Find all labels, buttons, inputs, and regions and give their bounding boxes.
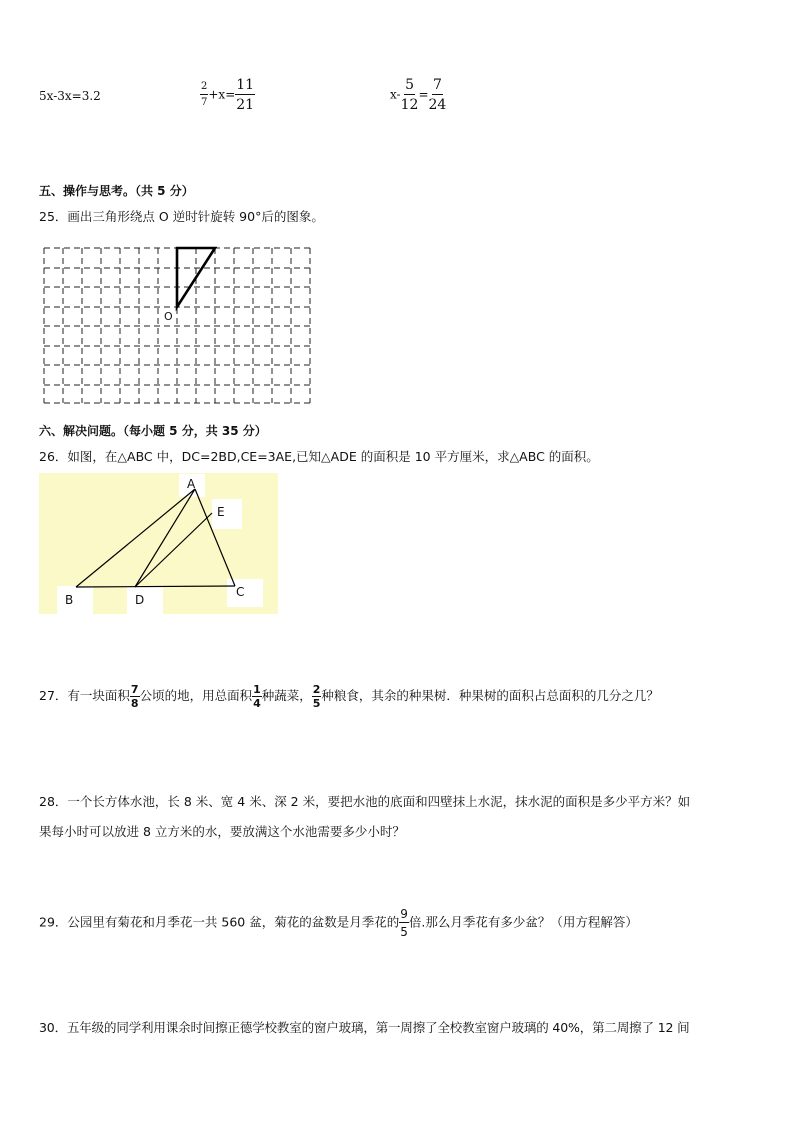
equation-2: $\frac{2}{7}$ +x= $\frac{11}{21}$ [201,77,255,113]
fraction-nine-fifths: $\frac{9}{5}$ [400,907,408,939]
equation-2-fraction: $\frac{2}{7}$ [201,81,208,108]
triangle-abc-figure [39,473,279,615]
question-28-line-1: 28．一个长方体水池，长 8 米、宽 4 米、深 2 米，要把水池的底面和四壁抹上水泥，抹水泥的面积是多少平方米？如 [39,794,691,809]
question-26: 26．如图，在△ABC 中，DC=2BD,CE=3AE,已知△ADE 的面积是 10 平方厘米，求△ABC 的面积。 [39,449,599,464]
point-e-label: E [217,505,225,519]
point-d-label: D [135,593,145,607]
vertex-c-label: C [236,585,245,599]
section-6-heading: 六、解决问题。（每小题 5 分，共 35 分） [39,424,267,438]
section-5-heading: 五、操作与思考。（共 5 分） [39,184,194,198]
label-b-box [57,586,93,614]
fraction-seven-eighths: $\frac{7}{8}$ [130,683,139,710]
fraction-two-fifths: $\frac{2}{5}$ [312,683,321,710]
equation-2-rhs-fraction: $\frac{11}{21}$ [236,77,255,113]
question-27: 27．有一块面积 $\frac{7}{8}$ 公顷的地，用总面积 $\frac{1}{4}$ 种蔬菜， $\frac{2}{5}$ 种粮食，其余的种果树．种果树的面积占总面积的几分之几？ [39,683,659,710]
question-30: 30．五年级的同学利用课余时间擦正德学校教室的窗户玻璃，第一周擦了全校教室窗户玻璃的 40%，第二周擦了 12 间 [39,1020,690,1035]
equation-3-fraction: $\frac{5}{12}$ [400,77,419,113]
equation-3-rhs-fraction: $\frac{7}{24}$ [428,77,447,113]
rotation-grid-figure [40,245,316,405]
question-29: 29．公园里有菊花和月季花一共 560 盆，菊花的盆数是月季花的 $\frac{9}{5}$ 倍.那么月季花有多少盆？（用方程解答） [39,907,638,939]
fraction-one-quarter: $\frac{1}{4}$ [253,683,261,710]
label-d-box [127,586,163,614]
dashed-grid [44,248,314,403]
label-c-box [227,579,263,607]
question-28-line-2: 果每小时可以放进 8 立方米的水，要放满这个水池需要多少小时？ [39,824,405,839]
vertex-b-label: B [65,593,74,607]
vertex-a-label: A [187,477,196,491]
point-o-label: O [164,310,173,323]
equation-3: x- $\frac{5}{12}$ = $\frac{7}{24}$ [390,77,447,113]
equation-1: 5x-3x=3.2 [39,89,101,103]
question-25: 25．画出三角形绕点 O 逆时针旋转 90°后的图象。 [39,209,324,224]
